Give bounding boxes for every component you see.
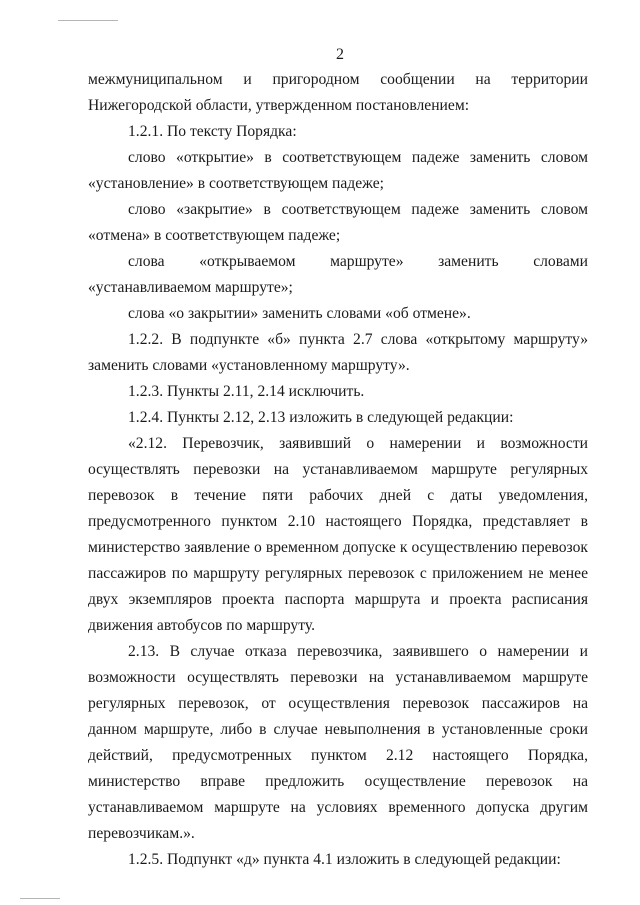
paragraph-1-2-4: 1.2.4. Пункты 2.12, 2.13 изложить в следующей редакции:: [128, 409, 514, 426]
paragraph-replace-cancel: слова «о закрытии» заменить словами «об отмене».: [128, 305, 471, 322]
paragraph-2-13: 2.13. В случае отказа перевозчика, заявившего о намерении и возможности осуществлять перевозки на устанавливаемом маршруте регулярных перевозок, от осуществления перевозок пассажиров на данном маршруте, либо в случае невыполнения в установленные сроки действий, предусмотренных пунктом 2.12 настоящего Порядка, министерство вправе предложить осуществление перевозок на устанавливаемом маршруте на условиях временного допуска другим перевозчикам.».: [88, 643, 588, 842]
paragraph-1-2-3: 1.2.3. Пункты 2.11, 2.14 исключить.: [128, 383, 365, 400]
paragraph-replace-opening: слово «открытие» в соответствующем падеже заменить словом «установление» в соответствующем падеже;: [88, 149, 588, 192]
paragraph-continuation: межмуниципальном и пригородном сообщении на территории Нижегородской области, утвержденном постановлением:: [88, 71, 588, 114]
scan-artifact-top: [58, 20, 118, 21]
paragraph-1-2-2: 1.2.2. В подпункте «б» пункта 2.7 слова «открытому маршруту» заменить словами «установленному маршруту».: [88, 331, 588, 374]
paragraph-replace-closing: слово «закрытие» в соответствующем падеже заменить словом «отмена» в соответствующем падеже;: [88, 201, 588, 244]
paragraph-replace-route: слова «открываемом маршруте» заменить словами «устанавливаемом маршруте»;: [88, 253, 588, 296]
paragraph-1-2-5: 1.2.5. Подпункт «д» пункта 4.1 изложить в следующей редакции:: [128, 851, 561, 868]
scan-artifact-bottom: [20, 898, 60, 899]
document-body: [88, 67, 588, 873]
page-number: 2: [336, 46, 344, 63]
paragraph-2-12: «2.12. Перевозчик, заявивший о намерении и возможности осуществлять перевозки на устанавливаемом маршруте регулярных перевозок в течение пяти рабочих дней с даты уведомления, предусмотренного пунктом 2.10 настоящего Порядка, представляет в министерство заявление о временном допуске к осуществлению перевозок пассажиров по маршруту регулярных перевозок с приложением не менее двух экземпляров проекта паспорта маршрута и проекта расписания движения автобусов по маршруту.: [88, 435, 588, 634]
paragraph-1-2-1: 1.2.1. По тексту Порядка:: [128, 123, 297, 140]
